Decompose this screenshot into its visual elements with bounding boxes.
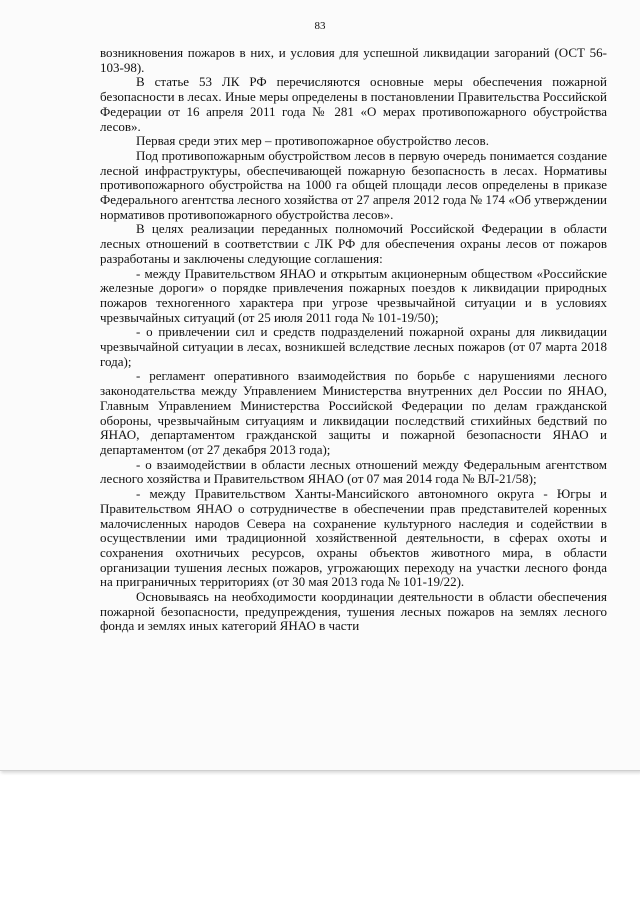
list-item-agreement-5: - между Правительством Ханты-Мансийского автономного округа - Югры и Правительством ЯНАО о сотрудничестве в обеспечении прав представителей коренных малочисленных народов Севера на сохранение культурного наследия и содействии в осуществлении ими традиционной хозяйственной деятельности, в сферах охоты и сохранения охотничьих ресурсов, охраны объектов животного мира, в области организации тушения лесных пожаров, угрожающих переходу на участки лесного фонда на приграничных территориях (от 30 мая 2013 года № 101-19/22). <box>100 486 607 590</box>
page-number: 83 <box>314 20 326 32</box>
paragraph-4: Под противопожарным обустройством лесов в первую очередь понимается создание лесной инфраструктуры, обеспечивающей пожарную безопасность в лесах. Нормативы противопожарного обустройства на 1000 га общей площади лесов определены в приказе Федерального агентства лесного хозяйства от 27 апреля 2012 года № 174 «Об утверждении нормативов противопожарного обустройства лесов». <box>100 147 607 222</box>
list-item-agreement-2: - о привлечении сил и средств подразделений пожарной охраны для ликвидации чрезвычайной ситуации в лесах, возникшей вследствие лесных пожаров (от 07 марта 2018 года); <box>100 324 607 369</box>
paragraph-1: возникновения пожаров в них, и условия для успешной ликвидации загораний (ОСТ 56-103-98). <box>100 45 607 75</box>
paragraph-final: Основываясь на необходимости координации деятельности в области обеспечения пожарной безопасности, предупреждения, тушения лесных пожаров на землях лесного фонда и землях иных категорий ЯНАО в части <box>100 589 607 634</box>
paragraph-3: Первая среди этих мер – противопожарное обустройство лесов. <box>136 133 489 149</box>
list-item-agreement-3: - регламент оперативного взаимодействия по борьбе с нарушениями лесного законодательства между Управлением Министерства внутренних дел России по ЯНАО, Главным Управлением Министерства Российской Федерации по делам гражданской обороны, чрезвычайным ситуациям и ликвидации последствий стихийных бедствий по ЯНАО, департаментом гражданской защиты и пожарной безопасности ЯНАО и департаментом (от 27 декабря 2013 года); <box>100 368 607 457</box>
document-body <box>100 46 607 634</box>
paragraph-5: В целях реализации переданных полномочий Российской Федерации в области лесных отношений в соответствии с ЛК РФ для обеспечения охраны лесов от пожаров разработаны и заключены следующие соглашения: <box>100 221 607 266</box>
list-item-agreement-1: - между Правительством ЯНАО и открытым акционерным обществом «Российские железные дороги» о порядке привлечения пожарных поездов к ликвидации природных пожаров техногенного характера при угрозе чрезвычайной ситуации и в условиях чрезвычайных ситуаций (от 25 июля 2011 года № 101-19/50); <box>100 265 607 325</box>
list-item-agreement-4: - о взаимодействии в области лесных отношений между Федеральным агентством лесного хозяйства и Правительством ЯНАО (от 07 мая 2014 года № ВЛ-21/58); <box>100 456 607 487</box>
paragraph-2: В статье 53 ЛК РФ перечисляются основные меры обеспечения пожарной безопасности в лесах. Иные меры определены в постановлении Правительства Российской Федерации от 16 апреля 2011 года № 281 «О мерах противопожарного обустройства лесов». <box>100 74 607 134</box>
